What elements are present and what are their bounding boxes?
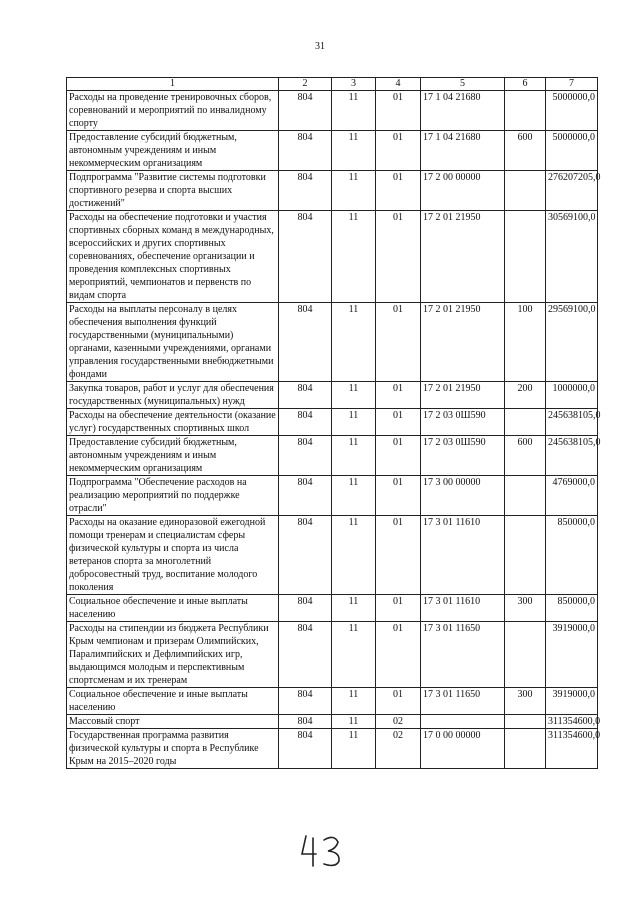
table-row: [67, 476, 598, 516]
cell-vr: [505, 622, 546, 688]
page-number: 31: [315, 41, 325, 52]
cell-csr: 17 3 01 11650: [421, 688, 505, 715]
cell-amount: 850000,0: [546, 595, 598, 622]
cell-name: Социальное обеспечение и иные выплаты населению: [67, 595, 279, 622]
cell-pr: 01: [376, 303, 421, 382]
cell-name: Расходы на обеспечение подготовки и участия спортивных сборных команд в международных, всероссийских и других спортивных соревнованиях, обеспечение организации и проведения комплексных спортивных мероприятий, чемпионатов и первенств по видам спорта: [67, 211, 279, 303]
cell-pr: 01: [376, 436, 421, 476]
cell-grbs: 804: [279, 409, 332, 436]
cell-pr: 01: [376, 131, 421, 171]
cell-name: Расходы на проведение тренировочных сборов, соревнований и мероприятий по инвалидному спорту: [67, 91, 279, 131]
table-row: [67, 303, 598, 382]
cell-amount: 276207205,0: [546, 171, 598, 211]
cell-rz: 11: [332, 688, 376, 715]
cell-vr: [505, 729, 546, 769]
cell-rz: 11: [332, 303, 376, 382]
table-row: [67, 131, 598, 171]
cell-vr: 300: [505, 688, 546, 715]
cell-name: Подпрограмма "Развитие системы подготовки спортивного резерва и спорта высших достижений": [67, 171, 279, 211]
cell-vr: 600: [505, 131, 546, 171]
cell-amount: 245638105,0: [546, 436, 598, 476]
cell-name: Расходы на стипендии из бюджета Республики Крым чемпионам и призерам Олимпийских, Паралимпийских и Дефлимпийских игр, выдающимся молодым и перспективным спортсменам и их тренерам: [67, 622, 279, 688]
table-row: [67, 688, 598, 715]
cell-rz: 11: [332, 729, 376, 769]
header-col-2: 2: [279, 78, 332, 91]
cell-name: Расходы на оказание единоразовой ежегодной помощи тренерам и специалистам сферы физической культуры и спорта из числа ветеранов спорта за многолетний добросовестный труд, воспитание молодого поколения: [67, 516, 279, 595]
table-row: [67, 91, 598, 131]
cell-rz: 11: [332, 171, 376, 211]
cell-vr: 100: [505, 303, 546, 382]
cell-amount: 30569100,0: [546, 211, 598, 303]
cell-grbs: 804: [279, 382, 332, 409]
cell-grbs: 804: [279, 303, 332, 382]
cell-amount: 311354600,0: [546, 715, 598, 729]
cell-rz: 11: [332, 516, 376, 595]
header-col-5: 5: [421, 78, 505, 91]
cell-grbs: 804: [279, 476, 332, 516]
cell-rz: 11: [332, 211, 376, 303]
table-row: [67, 595, 598, 622]
cell-grbs: 804: [279, 595, 332, 622]
cell-pr: 01: [376, 595, 421, 622]
cell-csr: 17 1 04 21680: [421, 131, 505, 171]
cell-name: Расходы на выплаты персоналу в целях обеспечения выполнения функций государственными (муниципальными) органами, казенными учреждениями, органами управления государственными внебюджетными фондами: [67, 303, 279, 382]
cell-grbs: 804: [279, 715, 332, 729]
cell-grbs: 804: [279, 436, 332, 476]
header-col-4: 4: [376, 78, 421, 91]
cell-vr: [505, 91, 546, 131]
cell-pr: 01: [376, 516, 421, 595]
cell-csr: 17 2 01 21950: [421, 211, 505, 303]
cell-vr: [505, 211, 546, 303]
cell-csr: 17 2 03 0Ш590: [421, 409, 505, 436]
cell-pr: 02: [376, 715, 421, 729]
cell-csr: 17 2 00 00000: [421, 171, 505, 211]
cell-rz: 11: [332, 476, 376, 516]
cell-vr: 600: [505, 436, 546, 476]
table-header-row: [67, 78, 598, 91]
cell-pr: 02: [376, 729, 421, 769]
cell-amount: 311354600,0: [546, 729, 598, 769]
cell-rz: 11: [332, 436, 376, 476]
table-row: [67, 516, 598, 595]
cell-name: Социальное обеспечение и иные выплаты населению: [67, 688, 279, 715]
header-col-3: 3: [332, 78, 376, 91]
cell-rz: 11: [332, 622, 376, 688]
cell-vr: [505, 409, 546, 436]
cell-amount: 4769000,0: [546, 476, 598, 516]
cell-pr: 01: [376, 91, 421, 131]
cell-grbs: 804: [279, 131, 332, 171]
cell-amount: 5000000,0: [546, 91, 598, 131]
cell-rz: 11: [332, 715, 376, 729]
cell-rz: 11: [332, 595, 376, 622]
cell-csr: 17 3 01 11610: [421, 595, 505, 622]
table-row: [67, 211, 598, 303]
cell-pr: 01: [376, 688, 421, 715]
handwritten-page-mark: [300, 832, 348, 872]
cell-amount: 5000000,0: [546, 131, 598, 171]
cell-amount: 3919000,0: [546, 688, 598, 715]
cell-csr: [421, 715, 505, 729]
table-row: [67, 729, 598, 769]
cell-vr: [505, 476, 546, 516]
header-col-7: 7: [546, 78, 598, 91]
table-row: [67, 436, 598, 476]
cell-vr: [505, 171, 546, 211]
table-row: [67, 171, 598, 211]
cell-grbs: 804: [279, 171, 332, 211]
cell-name: Государственная программа развития физической культуры и спорта в Республике Крым на 2015–2020 годы: [67, 729, 279, 769]
cell-grbs: 804: [279, 211, 332, 303]
cell-vr: [505, 516, 546, 595]
header-col-6: 6: [505, 78, 546, 91]
cell-amount: 3919000,0: [546, 622, 598, 688]
budget-table: [66, 77, 601, 769]
cell-amount: 850000,0: [546, 516, 598, 595]
cell-pr: 01: [376, 382, 421, 409]
table-row: [67, 622, 598, 688]
header-col-1: 1: [67, 78, 279, 91]
table-row: [67, 715, 598, 729]
cell-pr: 01: [376, 171, 421, 211]
cell-name: Расходы на обеспечение деятельности (оказание услуг) государственных спортивных школ: [67, 409, 279, 436]
cell-csr: 17 3 00 00000: [421, 476, 505, 516]
cell-rz: 11: [332, 382, 376, 409]
cell-rz: 11: [332, 409, 376, 436]
cell-csr: 17 2 03 0Ш590: [421, 436, 505, 476]
cell-grbs: 804: [279, 516, 332, 595]
cell-name: Закупка товаров, работ и услуг для обеспечения государственных (муниципальных) нужд: [67, 382, 279, 409]
cell-amount: 29569100,0: [546, 303, 598, 382]
cell-name: Массовый спорт: [67, 715, 279, 729]
cell-csr: 17 2 01 21950: [421, 382, 505, 409]
cell-vr: [505, 715, 546, 729]
table-row: [67, 409, 598, 436]
cell-csr: 17 3 01 11650: [421, 622, 505, 688]
cell-amount: 245638105,0: [546, 409, 598, 436]
cell-grbs: 804: [279, 688, 332, 715]
cell-amount: 1000000,0: [546, 382, 598, 409]
cell-name: Подпрограмма "Обеспечение расходов на реализацию мероприятий по поддержке отрасли": [67, 476, 279, 516]
cell-vr: 200: [505, 382, 546, 409]
cell-vr: 300: [505, 595, 546, 622]
cell-pr: 01: [376, 622, 421, 688]
cell-grbs: 804: [279, 622, 332, 688]
cell-csr: 17 1 04 21680: [421, 91, 505, 131]
cell-grbs: 804: [279, 729, 332, 769]
cell-rz: 11: [332, 91, 376, 131]
table-row: [67, 382, 598, 409]
cell-name: Предоставление субсидий бюджетным, автономным учреждениям и иным некоммерческим организациям: [67, 131, 279, 171]
cell-name: Предоставление субсидий бюджетным, автономным учреждениям и иным некоммерческим организациям: [67, 436, 279, 476]
cell-csr: 17 2 01 21950: [421, 303, 505, 382]
cell-grbs: 804: [279, 91, 332, 131]
cell-pr: 01: [376, 476, 421, 516]
cell-rz: 11: [332, 131, 376, 171]
cell-pr: 01: [376, 211, 421, 303]
table-body: [67, 91, 601, 769]
cell-csr: 17 0 00 00000: [421, 729, 505, 769]
cell-csr: 17 3 01 11610: [421, 516, 505, 595]
cell-pr: 01: [376, 409, 421, 436]
